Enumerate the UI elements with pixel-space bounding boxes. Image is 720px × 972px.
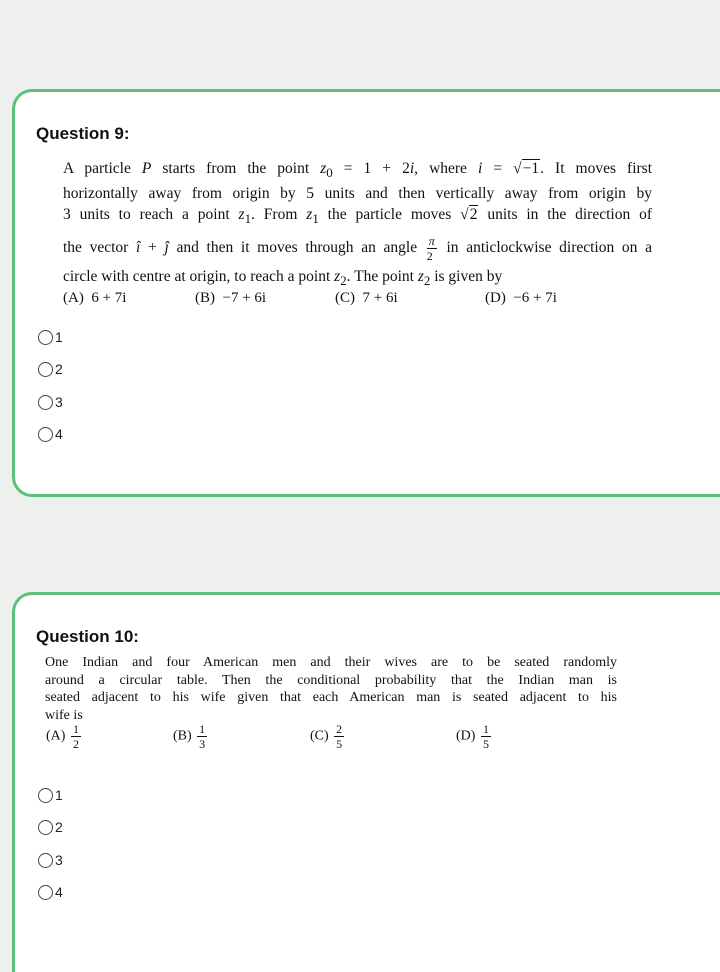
question-10-option-b: (B) $\frac{1}{3}$	[173, 722, 206, 751]
question-9-option-a: (A) 6 + 7i	[63, 290, 127, 306]
question-10-title: Question 10:	[36, 627, 139, 646]
question-9-card	[12, 89, 720, 497]
radio-button-icon[interactable]	[38, 853, 53, 868]
question-9-option-b: (B) −7 + 6i	[195, 290, 267, 306]
radio-button-icon[interactable]	[38, 788, 53, 803]
question-9-choice-2[interactable]: 2	[38, 361, 63, 377]
question-10-choice-3[interactable]: 3	[38, 852, 63, 868]
question-10-option-c: (C) $\frac{2}{5}$	[310, 722, 343, 751]
question-10-choice-1[interactable]: 1	[38, 787, 63, 803]
question-9-option-c: (C) 7 + 6i	[335, 290, 398, 306]
question-10-options	[46, 723, 546, 761]
question-10-card	[12, 592, 720, 972]
question-10-text: One Indian and four American men and their wives are to be seated randomly around a circular table. Then the conditional probability that the Indian man is seated adjacent to his wife given that each American man is seated adjacent to his wife is	[45, 655, 617, 723]
radio-button-icon[interactable]	[38, 885, 53, 900]
question-9-choice-3[interactable]: 3	[38, 394, 63, 410]
radio-button-icon[interactable]	[38, 362, 53, 377]
radio-button-icon[interactable]	[38, 427, 53, 442]
radio-button-icon[interactable]	[38, 395, 53, 410]
radio-button-icon[interactable]	[38, 820, 53, 835]
question-9-option-d: (D) −6 + 7i	[485, 290, 557, 306]
question-10-choice-4[interactable]: 4	[38, 884, 63, 900]
question-9-options	[63, 290, 623, 310]
question-10-option-d: (D) $\frac{1}{5}$	[456, 722, 489, 751]
question-9-text: A particle P starts from the point $z_0 = 1 + 2i$, where i = √−1. It moves first horizontally away from origin by 5 units and then vertically away from origin by 3 units to reach a point $z_1$. From $z_1$ the particle moves √2 units in the direction of the vector î + ĵ and then it moves through an angle $\frac{\pi}{2}$ in anticlockwise direction on a circle with centre at origin, to reach a point $z_2$. The point $z_2$ is given by	[63, 160, 653, 289]
radio-button-icon[interactable]	[38, 330, 53, 345]
question-10-option-a: (A) $\frac{1}{2}$	[46, 722, 79, 751]
question-10-choice-2[interactable]: 2	[38, 819, 63, 835]
question-9-choice-1[interactable]: 1	[38, 329, 63, 345]
question-9-title: Question 9:	[36, 124, 130, 143]
question-9-choice-4[interactable]: 4	[38, 426, 63, 442]
